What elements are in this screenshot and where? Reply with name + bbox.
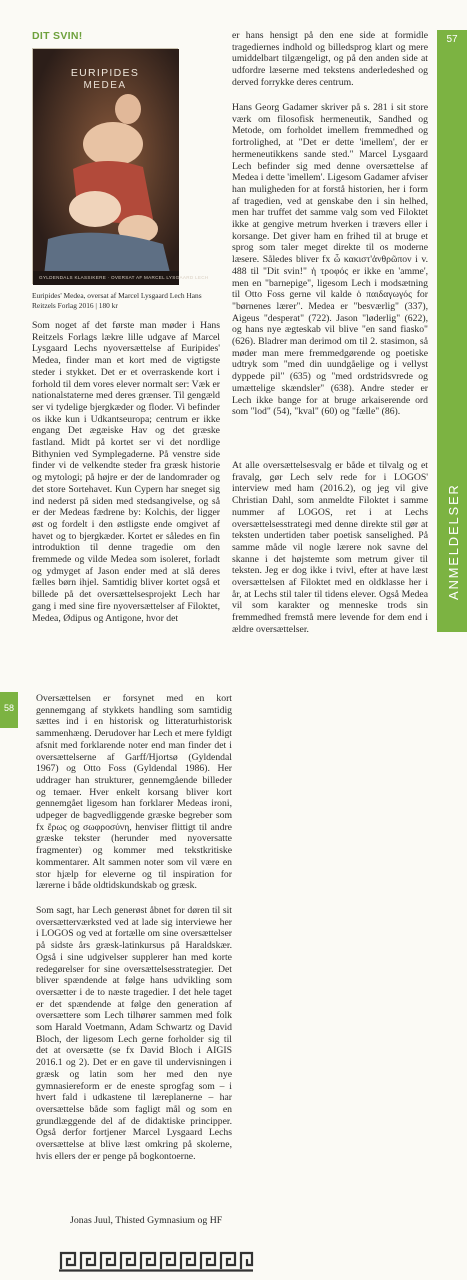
page-number-top: 57 [446, 34, 458, 45]
cover-imprint: GYLDENDALS KLASSIKERE · OVERSAT AF MARCEL LYSGAARD LECH [39, 275, 209, 280]
right-column-paragraph-2: Hans Georg Gadamer skriver på s. 281 i sit store værk om filosofisk hermeneutik, Sandhed og Metode, om forholdet imellem fremmedhed og fortrolighed, at "Det er dette 'imellem', der er hermeneutikkens sande sted." Marcel Lysgaard Lech befinder sig med denne oversættelse af Medea i dette 'imellem'. Ligesom Gadamer afviser han muligheden for at forstå historien, her i form af tragedien, ved at genskabe den i sin helhed, men har truffet det samme valg som ved Filoktet ikke at gengive metrum hverken i trævers eller i korsange. Det giver ham en frihed til at bruge et sprog som taler meget direkte til os moderne læsere. Således bliver fx ὦ κακιστ'ἀνθρῶπον i v. 488 til "Dit svin!" ἡ τροφός er ikke en 'amme', men en "barnepige", ligesom Lech i modsætning til Otto Foss gerne vil kalde ὁ παιδαγωγός for "børnenes lærer". Medea er "besværlig" (337), Aigeus "desperat" (722). Jason "løderlig" (622), og hans nye ægteskab vil blive "en sand fiasko" (626). Bladrer man derimod om til 2. stasimon, så møder man mere fremmedgørende og poetiske udtryk som "med din uundgåelige og i vellyst dyppede pil" (635) og "med ordstridsvrede og umættelige skændsler" (638). Andre steder er Lech ikke bange for at bruge arkaiserende ord som "lod" (54), "kval" (60) og "fælle" (86). [232, 102, 428, 418]
page-number-bottom: 58 [3, 703, 14, 713]
author-signature: Jonas Juul, Thisted Gymnasium og HF [70, 1215, 223, 1226]
right-column-paragraph-3: At alle oversættelsesvalg er både et tilvalg og et fravalg, gør Lech selv rede for i LOGOS' interview med ham (2016.2), og jeg vil give Christian Dahl, som anmeldte Filoktet i samme nummer af LOGOS, ret i at Lechs oversættelsesstrategi med denne direkte stil gør at teksten undertiden taber poetisk sanselighed. På samme måde vil nogle lærere nok savne del skanne i det højstemte som metrum giver til teksten. Jeg er dog ikke i tvivl, efter at have læst oversættelsen af Filoktet med en oldklasse her i år, at Lechs stil taler til tidens elever. Også Medea vil som karakter og menneske trods sin fremmedhed fremstå mere levende for dem end i ældre oversættelser. [232, 460, 428, 635]
book-cover-image [32, 48, 209, 284]
cover-author: EURIPIDES [70, 67, 140, 79]
bottom-column-paragraph-1: Oversættelsen er forsynet med en kort gennemgang af stykkets handling som samtidig sættes ind i en historisk og litteraturhistorisk sammenhæng. Derudover har Lech et mere fyldigt afsnit med forklarende noter end man finder det i oversættelserne af Garff/Hjortsø (Gyldendal 1967) og Otto Foss (Gyldendal 1986). Her uddrager han strukturer, gennemgående billeder og temaer. Hver enkelt korsang bliver kort gennemgået ligesom han forklarer Medeas ironi, udpeger de bagvedliggende græske begreber som fx ἔρως og σωφροσύνη, henviser flittigt til andre græske tekster (herunder med nyoversatte fragmenter) og kommer med tekstkritiske kommentarer. Alt sammen noter som vil være en stor hjælp for eleverne og til inspiration for lærerne i både oldtidskundskab og græsk. [36, 693, 232, 892]
right-column-paragraph-1: er hans hensigt på den ene side at formidle tragediernes indhold og billedsprog klart og mere umiddelbart tilgængeligt, og på den anden side at udfordre læserne med tekstens anderledeshed og derved forrykke deres centrum. [232, 30, 428, 88]
cover-title: MEDEA [83, 80, 127, 91]
image-caption: Euripides' Medea, oversat af Marcel Lysgaard Lech Hans Reitzels Forlag 2016 | 180 kr [32, 291, 202, 310]
article-kicker: DIT SVIN! [32, 30, 83, 42]
bottom-column-paragraph-2: Som sagt, har Lech generøst åbnet for døren til sit oversætterværksted ved at lade sig interviewe her i LOGOS og ved at fortælle om sine oversættelser på sidste års græsk-latinkursus på Haraldskær. Også i sine udgivelser supplerer han med korte redegørelser for sine oversættelsesstrategier. Det bliver spændende at følge hans udvikling som oversætter i de to næste tragedier. I det hele taget er det spændende at følge den generation af oversættere som Lech tilhører sammen med folk som Harald Voetmann, Adam Schwartz og David Bloch, der ligesom Lech gerne forholder sig til det at oversætte (se fx David Bloch i AIGIS 2016.1 og 2). Det er en gave til undervisningen i græsk og latin som her med den nye gymnasiereform er de eneste sprogfag som – i hvert fald i udkastene til læreplanerne – har oversættelse både som fagligt mål og som en grundlæggende del af de didaktiske principper. Også derfor fortjener Marcel Lysgaard Lechs oversættelse at blive læst omkring på skolerne, hvis ellers der er penge på bogkontoerne. [36, 905, 232, 1162]
section-label: ANMELDELSER [446, 483, 461, 600]
greek-key-ornament [58, 1250, 254, 1272]
left-column-paragraph: Som noget af det første man møder i Hans Reitzels Forlags lækre lille udgave af Marcel Lysgaard Lechs nyoversættelse af Euripides' Medea, finder man et kort med de vigtigste steder i stykket. Det er et overraskende kort i forhold til dem vores elever normalt ser: Væk er nationalstaterne med deres grænser. Til gengæld ser vi tydelige bjergkæder og floder. Vi befinder os ikke kun i Udkantseuropa; centrum er ikke engang Det ægæiske Hav og det græske fastland. Midt på kortet ser vi det nordlige Bithynien ved Symplegaderne. På venstre side finder vi de velkendte steder fra græsk historie og mytologi; på højre er der de landomrader og det store Sortehavet. Kun Cypern har sneget sig ind nederst på siden med stedsangivelse, og så er der Medeas fædrene by: Kolchis, der ligger øst og fordelt i den østligste ende omgivet af havet og to bjergkæder. Kortet er således en fin introduktion til denne tragedie om den fremmede og vilde Medea som isoleret, forladt og ydmyget af Jason ender med at slå deres fælles børn ihjel. Samtidig bliver kortet også et billede på det oversættelsesprojekt Lech har gang i med sine fire nyoversættelser af Filoktet, Medea, Ødipus og Antigone, hvor det [32, 320, 220, 624]
